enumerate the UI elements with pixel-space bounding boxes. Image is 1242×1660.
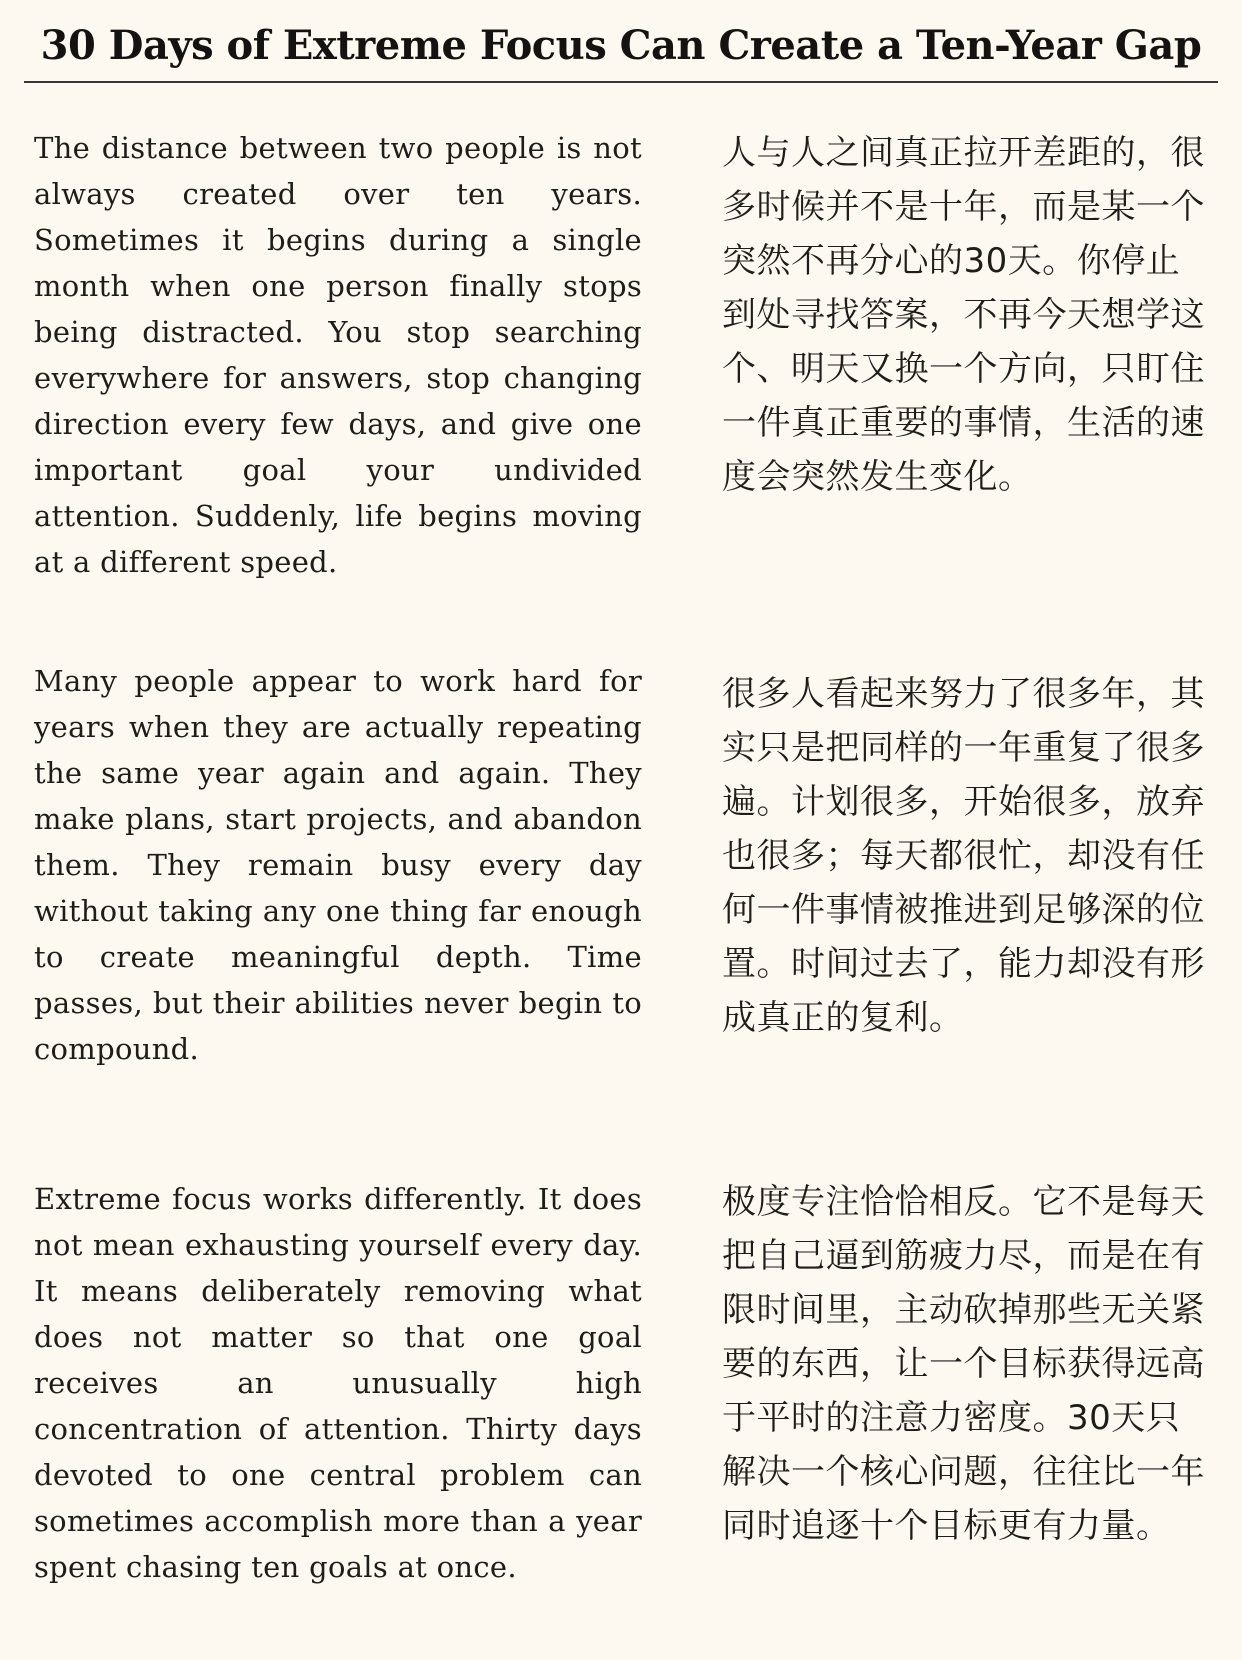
paragraph-english-1: The distance between two people is not always created over ten years. Sometimes it begins during a single month when one person finally stops being distracted. You stop searching everywhere for answers, stop changing direction every few days, and give one important goal your undivided attention. Suddenly, life begins moving at a different speed.: [34, 131, 642, 579]
paragraph-english-2: Many people appear to work hard for years when they are actually repeating the same year again and again. They make plans, start projects, and abandon them. They remain busy every day without taking any one thing far enough to create meaningful depth. Time passes, but their abilities never begin to compound.: [34, 664, 642, 1066]
paragraph-chinese-1: 人与人之间真正拉开差距的，很多时候并不是十年，而是某一个突然不再分心的30天。你停止到处寻找答案，不再今天想学这个、明天又换一个方向，只盯住一件真正重要的事情，生活的速度会突然发生变化。: [722, 133, 1205, 497]
paragraph-chinese-3: 极度专注恰恰相反。它不是每天把自己逼到筋疲力尽，而是在有限时间里，主动砍掉那些无关紧要的东西，让一个目标获得远高于平时的注意力密度。30天只解决一个核心问题，往往比一年同时追逐十个目标更有力量。: [722, 1182, 1205, 1546]
paragraph-english-3: Extreme focus works differently. It does not mean exhausting yourself every day. It means deliberately removing what does not matter so that one goal receives an unusually high concentration of attention. Thirty days devoted to one central problem can sometimes accomplish more than a year spent chasing ten goals at once.: [34, 1182, 642, 1584]
title-divider: [24, 81, 1218, 83]
document-title: 30 Days of Extreme Focus Can Create a Ten-Year Gap: [40, 22, 1202, 69]
paragraph-chinese-2: 很多人看起来努力了很多年，其实只是把同样的一年重复了很多遍。计划很多，开始很多，放弃也很多；每天都很忙，却没有任何一件事情被推进到足够深的位置。时间过去了，能力却没有形成真正的复利。: [722, 674, 1205, 1038]
